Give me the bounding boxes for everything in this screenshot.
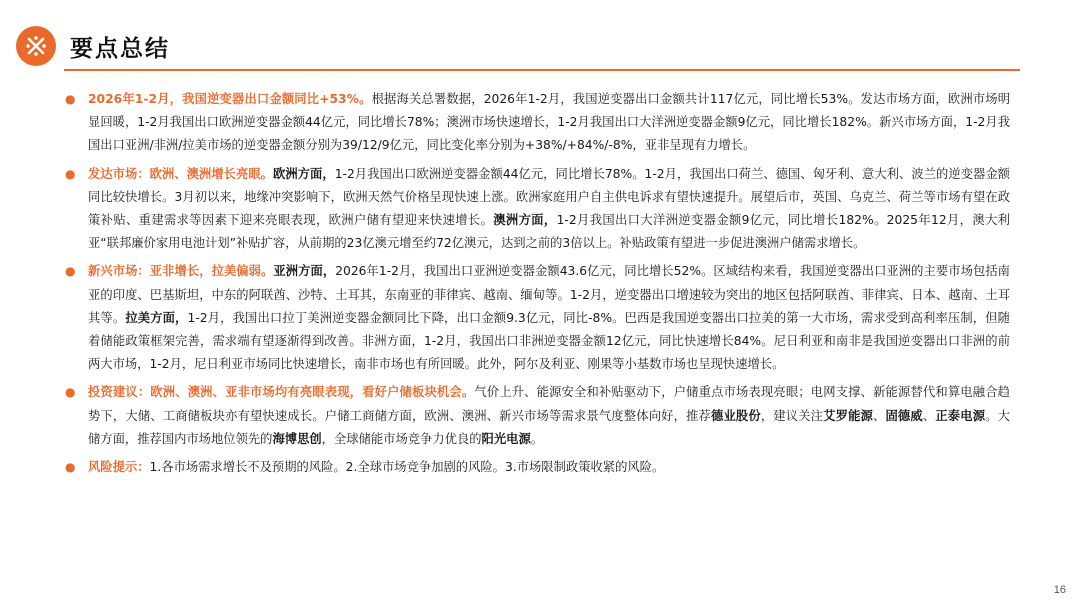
- summary-content: [64, 88, 1010, 484]
- body-text: 1-2月我国出口大洋洲逆变器金额9亿元，同比增长182%。2025年12月，澳大利亚“联邦廉价家用电池计划”补贴扩容，从前期的23亿澳元增至约72亿澳元，达到之前的3倍以上。补贴政策有望进一步促进澳洲户储需求增长。: [88, 213, 1010, 251]
- body-text: 1.各市场需求增长不及预期的风险。2.全球市场竞争加剧的风险。3.市场限制政策收紧的风险。: [149, 460, 665, 475]
- summary-paragraph-risk: [64, 456, 1010, 479]
- bullet-icon: ●: [65, 92, 76, 106]
- body-text: 2026年1-2月，我国出口亚洲逆变器金额43.6亿元，同比增长52%。区域结构来看，我国逆变器出口亚洲的主要市场包括南亚的印度、巴基斯坦，中东的阿联酋、沙特、土耳其，东南亚的菲律宾、越南、缅甸等。1-2月，逆变器出口增速较为突出的地区包括阿联酋、菲律宾、日本、越南、土耳其等。: [88, 264, 1010, 325]
- bold-text: 德业股份: [711, 408, 761, 423]
- title-divider: [64, 69, 1020, 71]
- bold-text: 正泰电源: [935, 408, 986, 423]
- summary-paragraph-emerging-markets: [64, 260, 1010, 376]
- bold-text: 拉美方面，: [125, 310, 188, 325]
- page-title: 要点总结: [70, 36, 170, 62]
- paragraph-heading: 风险提示：: [88, 460, 150, 475]
- body-text: 。: [530, 431, 544, 446]
- paragraph-text: [88, 385, 1010, 445]
- paragraph-heading: 发达市场：欧洲、澳洲增长亮眼。: [88, 166, 274, 181]
- bold-text: 海博思创: [272, 431, 322, 446]
- bold-text: 亚洲方面，: [273, 264, 336, 279]
- body-text: 、: [922, 408, 936, 423]
- bullet-icon: ●: [65, 385, 76, 400]
- bullet-icon: ●: [65, 460, 76, 475]
- bold-text: 艾罗能源: [823, 408, 873, 423]
- page-number: 16: [1053, 584, 1066, 596]
- summary-paragraph-investment: [64, 381, 1010, 451]
- body-text: 。大储方面，推荐国内市场地位领先的: [88, 408, 1010, 446]
- bold-text: 澳洲方面，: [493, 213, 557, 228]
- bullet-icon: ●: [65, 264, 76, 279]
- body-text: 根据海关总署数据，2026年1-2月，我国逆变器出口金额共计117亿元，同比增长53%。发达市场方面，欧洲市场明显回暖，1-2月我国出口欧洲逆变器金额44亿元，同比增长78%；澳洲市场快速增长，1-2月我国出口大洋洲逆变器金额9亿元，同比增长182%。新兴市场方面，1-2月我国出口亚洲/非洲/拉美市场的逆变器金额分别为39/12/9亿元，同比变化率分别为+38%/+84%/-8%，亚非呈现有力增长。: [88, 92, 1010, 153]
- bold-text: 固德威: [885, 408, 923, 423]
- body-text: 气价上升、能源安全和补贴驱动下，户储重点市场表现亮眼；电网支撑、新能源替代和算电融合趋势下，大储、工商储板块亦有望快速成长。户储工商储方面，欧洲、澳洲、新兴市场等需求景气度整体向好，推荐: [88, 385, 1010, 423]
- body-text: 、: [873, 408, 886, 423]
- bullet-icon: ●: [65, 166, 76, 181]
- paragraph-heading: 投资建议：欧洲、澳洲、亚非市场均有亮眼表现，看好户储板块机会。: [88, 385, 475, 400]
- asterisk-mark-icon: [25, 35, 47, 57]
- slide-header: [0, 0, 1080, 72]
- paragraph-heading: 新兴市场：亚非增长，拉美偏弱。: [88, 264, 274, 279]
- body-text: 1-2月，我国出口拉丁美洲逆变器金额同比下降，出口金额9.3亿元，同比-8%。巴西是我国逆变器出口拉美的第一大市场，需求受到高利率压制，但随着储能政策框架完善，需求端有望逐渐得到改善。非洲方面，1-2月，我国出口非洲逆变器金额12亿元，同比快速增长84%。尼日利亚和南非是我国逆变器出口非洲的前两大市场，1-2月，尼日利亚市场同比快速增长，南非市场也有所回暖。此外，阿尔及利亚、刚果等小基数市场也呈现快速增长。: [88, 310, 1010, 372]
- bold-text: 阳光电源: [481, 431, 531, 446]
- paragraph-text: [88, 460, 664, 474]
- body-text: ，建议关注: [760, 408, 824, 423]
- paragraph-text: [88, 167, 1010, 251]
- summary-paragraph-exports: [64, 88, 1010, 158]
- body-text: ，全球储能市场竞争力优良的: [321, 431, 482, 446]
- paragraph-heading: 2026年1-2月，我国逆变器出口金额同比+53%。: [88, 92, 372, 106]
- summary-paragraph-developed-markets: [64, 163, 1010, 256]
- body-text: 1-2月我国出口欧洲逆变器金额44亿元，同比增长78%。1-2月，我国出口荷兰、德国、匈牙利、意大利、波兰的逆变器金额同比较快增长。3月初以来，地缘冲突影响下，欧洲天然气价格呈现快速上涨。欧洲家庭用户自主供电诉求有望快速提升。展望后市，英国、乌克兰、荷兰等市场有望在政策补贴、重建需求等因素下迎来亮眼表现，欧洲户储有望迎来快速增长。: [88, 166, 1010, 228]
- section-logo: [16, 26, 56, 66]
- paragraph-text: [88, 264, 1010, 371]
- bold-text: 欧洲方面，: [273, 166, 335, 181]
- paragraph-text: [88, 92, 1010, 152]
